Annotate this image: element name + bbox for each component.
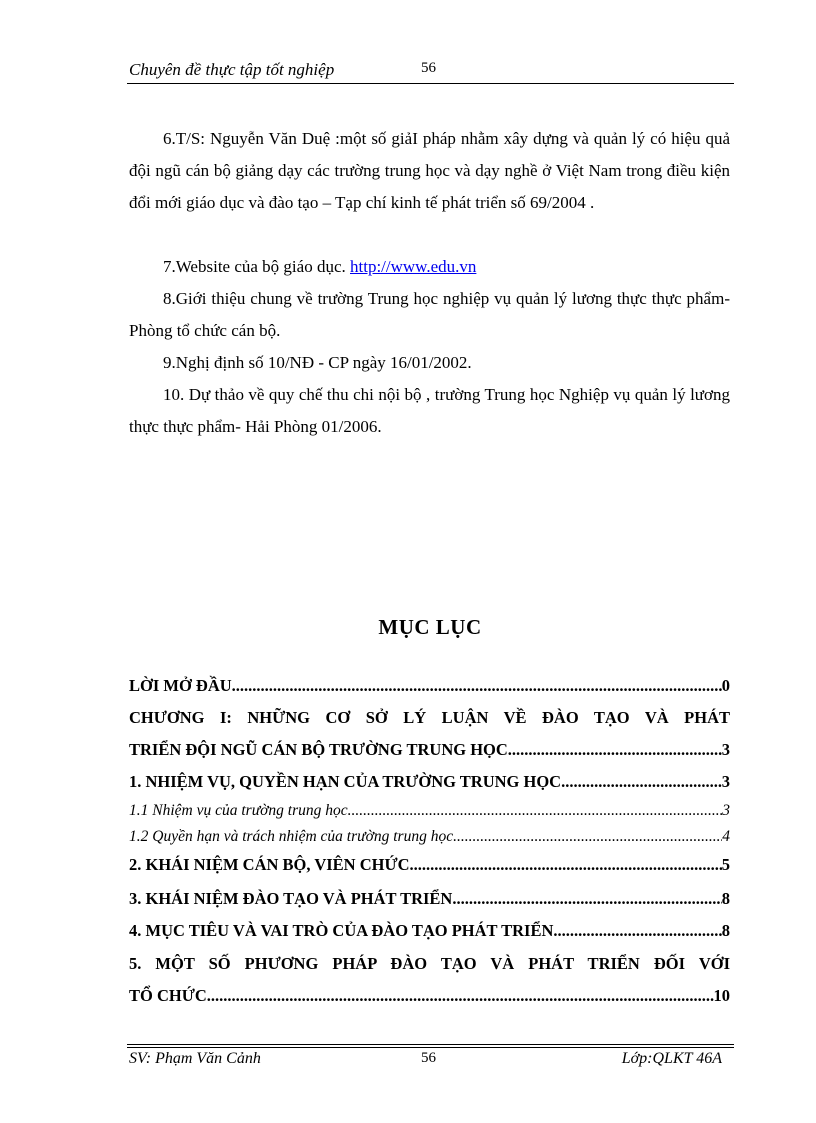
toc-entry[interactable]: 1.1 Nhiệm vụ của trường trung học ..... 3 bbox=[129, 802, 730, 820]
reference-item-10: 10. Dự thảo về quy chế thu chi nội bộ , trường Trung học Nghiệp vụ quản lý lương thực thực phẩm- Hải Phòng 01/2006. bbox=[129, 385, 730, 436]
toc-entry[interactable]: TỔ CHỨC. ..... 10 bbox=[129, 986, 730, 1006]
website-link[interactable]: http://www.edu.vn bbox=[350, 257, 477, 276]
reference-item-8: 8.Giới thiệu chung về trường Trung học nghiệp vụ quản lý lương thực thực phẩm- Phòng tổ chức cán bộ. bbox=[129, 289, 730, 340]
toc-entry[interactable]: TRIỂN ĐỘI NGŨ CÁN BỘ TRƯỜNG TRUNG HỌC ..... 3 bbox=[129, 740, 730, 760]
footer-page-number: 56 bbox=[421, 1050, 436, 1066]
reference-item-6: 6.T/S: Nguyễn Văn Duệ :một số giảI pháp nhằm xây dựng và quản lý có hiệu quả đội ngũ cán bộ giảng dạy các trường trung học và dạy nghề ở Việt Nam trong điều kiện đổi mới giáo dục và đào tạo – Tạp chí kinh tế phát triển số 69/2004 . bbox=[129, 129, 730, 212]
header-page-number: 56 bbox=[421, 60, 436, 76]
toc-entry[interactable]: 1. NHIỆM VỤ, QUYỀN HẠN CỦA TRƯỜNG TRUNG HỌC ..... 3 bbox=[129, 772, 730, 792]
toc-entry-line1: CHƯƠNG I: NHỮNG CƠ SỞ LÝ LUẬN VỀ ĐÀO TẠO VÀ PHÁT bbox=[129, 708, 730, 727]
toc-entry[interactable]: 3. KHÁI NIỆM ĐÀO TẠO VÀ PHÁT TRIỂN. ..... 8 bbox=[129, 889, 730, 909]
footer-class: Lớp:QLKT 46A bbox=[621, 1050, 722, 1067]
reference-item-7: 7.Website của bộ giáo dục. http://www.edu.vn bbox=[163, 257, 477, 276]
toc-entry[interactable]: LỜI MỞ ĐẦU ..... 0 bbox=[129, 676, 730, 696]
header-divider bbox=[127, 83, 734, 84]
toc-title: MỤC LỤC bbox=[378, 615, 482, 639]
footer-divider bbox=[127, 1047, 734, 1048]
footer-divider bbox=[127, 1044, 734, 1045]
reference-item-9: 9.Nghị định số 10/NĐ - CP ngày 16/01/2002. bbox=[163, 353, 472, 372]
toc-entry[interactable]: 4. MỤC TIÊU VÀ VAI TRÒ CỦA ĐÀO TẠO PHÁT TRIỂN ..... 8 bbox=[129, 921, 730, 941]
toc-entry[interactable]: 1.2 Quyền hạn và trách nhiệm của trường trung học. ..... 4 bbox=[129, 828, 730, 846]
toc-entry[interactable]: 2. KHÁI NIỆM CÁN BỘ, VIÊN CHỨC ..... 5 bbox=[129, 855, 730, 875]
footer-student: SV: Phạm Văn Cảnh bbox=[129, 1050, 261, 1067]
header-title: Chuyên đề thực tập tốt nghiệp bbox=[129, 60, 335, 79]
toc-entry-line1: 5. MỘT SỐ PHƯƠNG PHÁP ĐÀO TẠO VÀ PHÁT TRIỂN ĐỐI VỚI bbox=[129, 954, 730, 973]
